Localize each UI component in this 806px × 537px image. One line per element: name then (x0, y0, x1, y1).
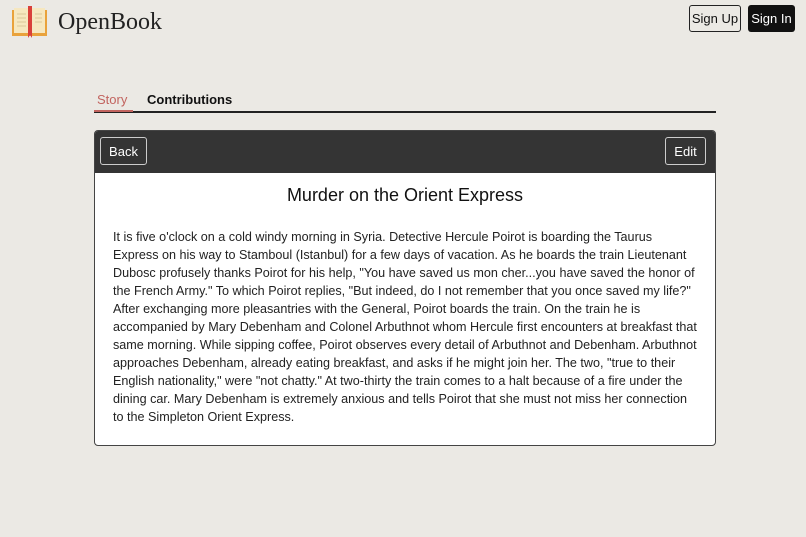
tab-story[interactable]: Story (97, 92, 128, 107)
story-title: Murder on the Orient Express (286, 185, 524, 205)
brand-name: OpenBook (58, 8, 162, 35)
card-toolbar (95, 131, 715, 173)
story-card (94, 130, 716, 446)
open-book-icon (11, 6, 48, 38)
story-body: It is five o'clock on a cold windy morning in Syria. Detective Hercule Poirot is boarding the Taurus Express on his way to Stamboul (Istanbul) for a few days of vacation. As he boards the train Lieutenant Dubosc profusely thanks Poirot for his help, "You have saved us mon cher...you have saved the honor of the French Army." To which Poirot replies, "But indeed, do I not remember that you once saved my life?" After exchanging more pleasantries with the General, Poirot boards the train. On the train he is accompanied by Mary Debenham and Colonel Arbuthnot whom Hercule first encounters at breakfast that same morning. While sipping coffee, Poirot observes every detail of Arbuthnot and Debenham. Arbuthnot approaches Debenham, already eating breakfast, and asks if he might join her. The two, "true to their English nationality," were "not chatty." At two-thirty the train comes to a halt because of a fire under the dining car. Mary Debenham is extremely anxious and tells Poirot that she must not miss her connection to the Simpleton Orient Express. (113, 230, 697, 424)
tab-bar (94, 90, 716, 113)
edit-button[interactable]: Edit (665, 137, 706, 165)
back-button[interactable]: Back (100, 137, 147, 165)
sign-up-button[interactable]: Sign Up (689, 5, 741, 32)
tab-contributions[interactable]: Contributions (147, 92, 233, 107)
logo[interactable] (11, 6, 162, 38)
sign-in-button[interactable]: Sign In (748, 5, 795, 32)
